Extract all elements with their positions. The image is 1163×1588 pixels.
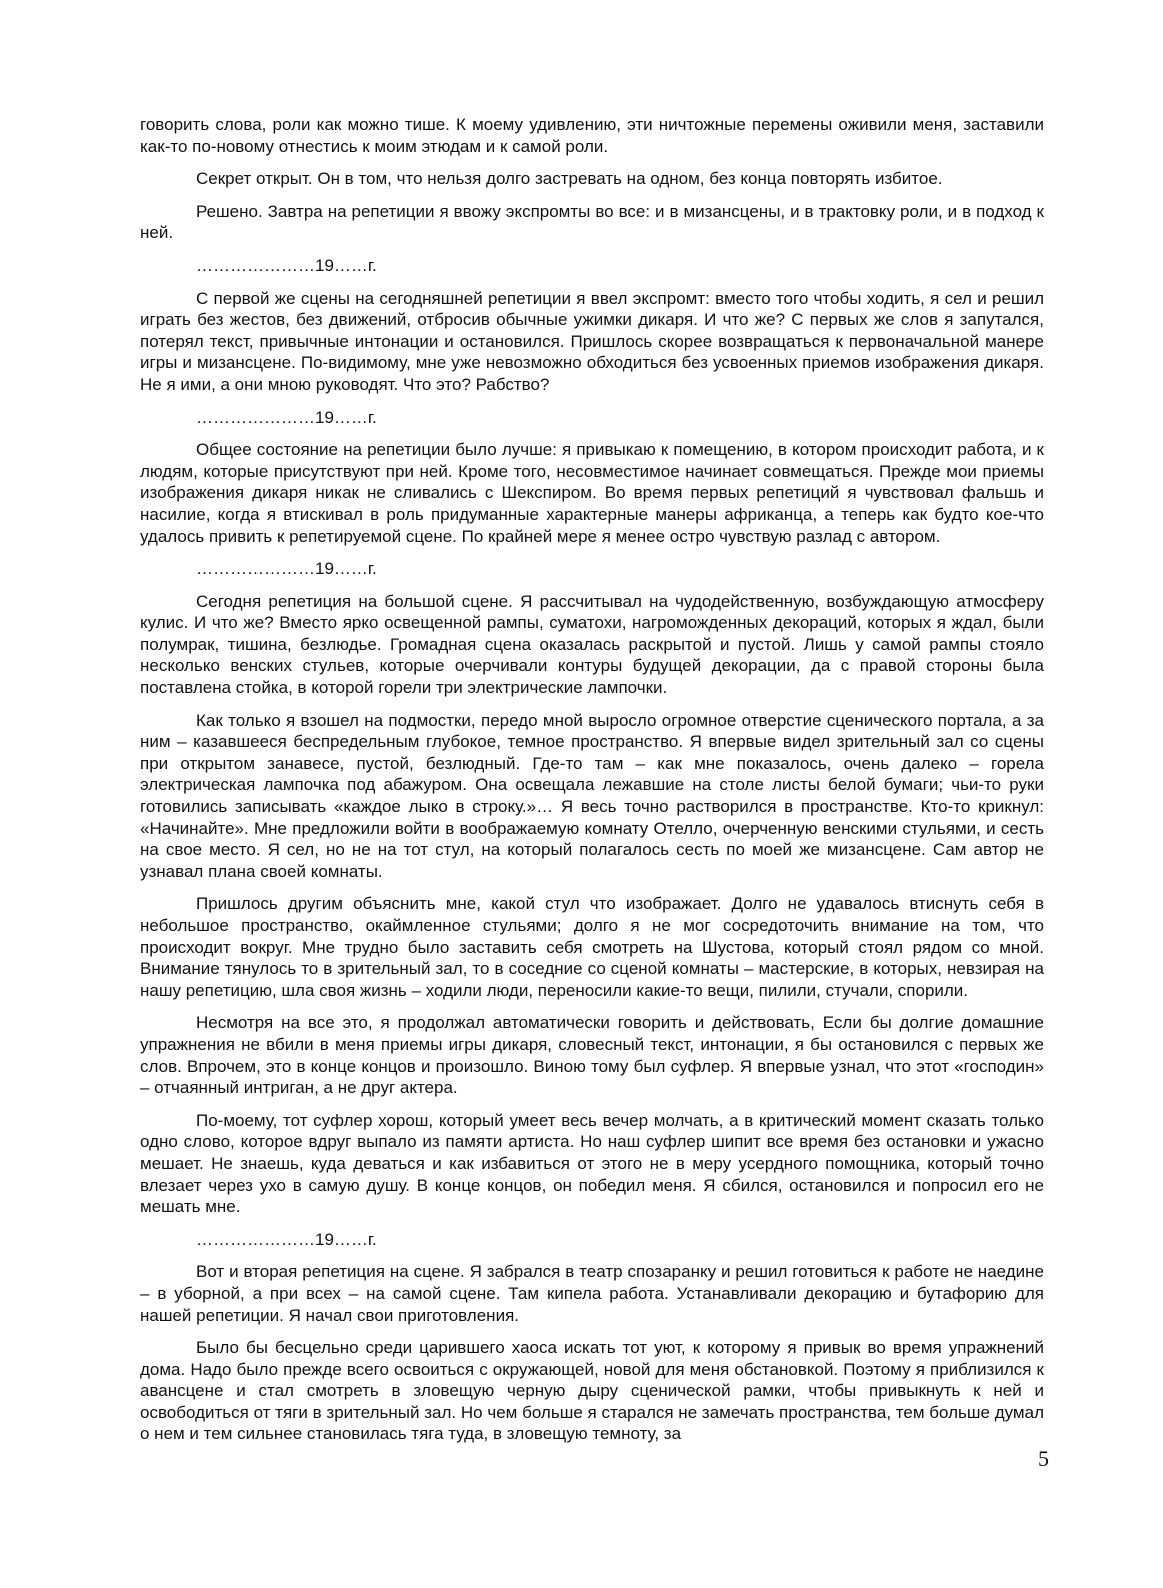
paragraph: Решено. Завтра на репетиции я ввожу экспромты во все: и в мизансцены, и в трактовку роли, и в подход к ней. [140, 201, 1044, 243]
page-number: 5 [1038, 1446, 1049, 1471]
paragraph: говорить слова, роли как можно тише. К моему удивлению, эти ничтожные перемены оживили меня, заставили как-то по-новому отнестись к моим этюдам и к самой роли. [140, 115, 1044, 156]
date-line: …………………19……г. [196, 1229, 377, 1249]
paragraph: Пришлось другим объяснить мне, какой стул что изображает. Долго не удавалось втиснуть себя в небольшое пространство, окаймленное стульями; долго я не мог сосредоточить внимание на том, что происходит вокруг. Мне трудно было заставить себя смотреть на Шустова, который стоял рядом со мной. Внимание тянулось то в зрительный зал, то в соседние со сценой комнаты – мастерские, в которых, невзирая на нашу репетицию, шла своя жизнь – ходили люди, переносили какие-то вещи, пилили, стучали, спорили. [140, 894, 1044, 1000]
paragraph: Было бы бесцельно среди царившего хаоса искать тот уют, к которому я привык во время упражнений дома. Надо было прежде всего освоиться с окружающей, новой для меня обстановкой. Поэтому я приблизился к авансцене и стал смотреть в зловещую черную дыру сценической рамки, чтобы привыкнуть к ней и освободиться от тяги в зрительный зал. Но чем больше я старался не замечать пространства, тем больше думал о нем и тем сильнее становилась тяга туда, в зловещую темноту, за [140, 1338, 1044, 1444]
date-line: …………………19……г. [196, 255, 377, 275]
date-line: …………………19……г. [196, 407, 377, 427]
paragraph: По-моему, тот суфлер хорош, который умеет весь вечер молчать, а в критический момент сказать только одно слово, которое вдруг выпало из памяти артиста. Но наш суфлер шипит все время без остановки и ужасно мешает. Не знаешь, куда деваться и как избавиться от этого не в меру усердного помощника, который точно влезает через ухо в самую душу. В конце концов, он победил меня. Я сбился, остановился и попросил его не мешать мне. [140, 1110, 1044, 1217]
paragraph: Несмотря на все это, я продолжал автоматически говорить и действовать, Если бы долгие домашние упражнения не вбили в меня приемы игры дикаря, словесный текст, интонации, я бы остановился с первых же слов. Впрочем, это в конце концов и произошло. Виною тому был суфлер. Я впервые узнал, что этот «господин» – отчаянный интриган, а не друг актера. [140, 1013, 1044, 1098]
paragraph: С первой же сцены на сегодняшней репетиции я ввел экспромт: вместо того чтобы ходить, я сел и решил играть без жестов, без движений, отбросив обычные ужимки дикаря. И что же? С первых же слов я запутался, потерял текст, привычные интонации и остановился. Пришлось скорее возвращаться к первоначальной манере игры и мизансцене. По-видимому, мне уже невозможно обходиться без усвоенных приемов изображения дикаря. Не я ими, а они мною руководят. Что это? Рабство? [140, 288, 1044, 394]
date-line: …………………19……г. [196, 559, 377, 579]
paragraph: Вот и вторая репетиция на сцене. Я забрался в театр спозаранку и решил готовиться к работе не наедине – в уборной, а при всех – на самой сцене. Там кипела работа. Устанавливали декорацию и бутафорию для нашей репетиции. Я начал свои приготовления. [140, 1262, 1044, 1325]
body-text [140, 114, 1044, 1456]
paragraph: Сегодня репетиция на большой сцене. Я рассчитывал на чудодейственную, возбуждающую атмосферу кулис. И что же? Вместо ярко освещенной рампы, суматохи, нагроможденных декораций, которых я ждал, были полумрак, тишина, безлюдье. Громадная сцена оказалась раскрытой и пустой. Лишь у самой рампы стояло несколько венских стульев, которые очерчивали контуры будущей декорации, да с правой стороны была поставлена стойка, в которой горели три электрические лампочки. [140, 591, 1044, 698]
paragraph: Общее состояние на репетиции было лучше: я привыкаю к помещению, в котором происходит работа, и к людям, которые присутствуют при ней. Кроме того, несовместимое начинает совмещаться. Прежде мои приемы изображения дикаря никак не сливались с Шекспиром. Во время первых репетиций я чувствовал фальшь и насилие, когда я втискивал в роль придуманные характерные манеры африканца, а теперь как будто кое-что удалось привить к репетируемой сцене. По крайней мере я менее остро чувствую разлад с автором. [140, 440, 1044, 546]
paragraph: Секрет открыт. Он в том, что нельзя долго застревать на одном, без конца повторять избитое. [196, 169, 943, 189]
paragraph: Как только я взошел на подмостки, передо мной выросло огромное отверстие сценического портала, а за ним – казавшееся беспредельным глубокое, темное пространство. Я впервые видел зрительный зал со сцены при открытом занавесе, пустой, безлюдный. Где-то там – как мне показалось, очень далеко – горела электрическая лампочка под абажуром. Она освещала лежавшие на столе листы белой бумаги; чьи-то руки готовились записывать «каждое лыко в строку.»… Я весь точно растворился в пространстве. Кто-то крикнул: «Начинайте». Мне предложили войти в воображаемую комнату Отелло, очерченную венскими стульями, и сесть на свое место. Я сел, но не на тот стул, на который полагалось сесть по моей же мизансцене. Сам автор не узнавал плана своей комнаты. [140, 710, 1044, 881]
